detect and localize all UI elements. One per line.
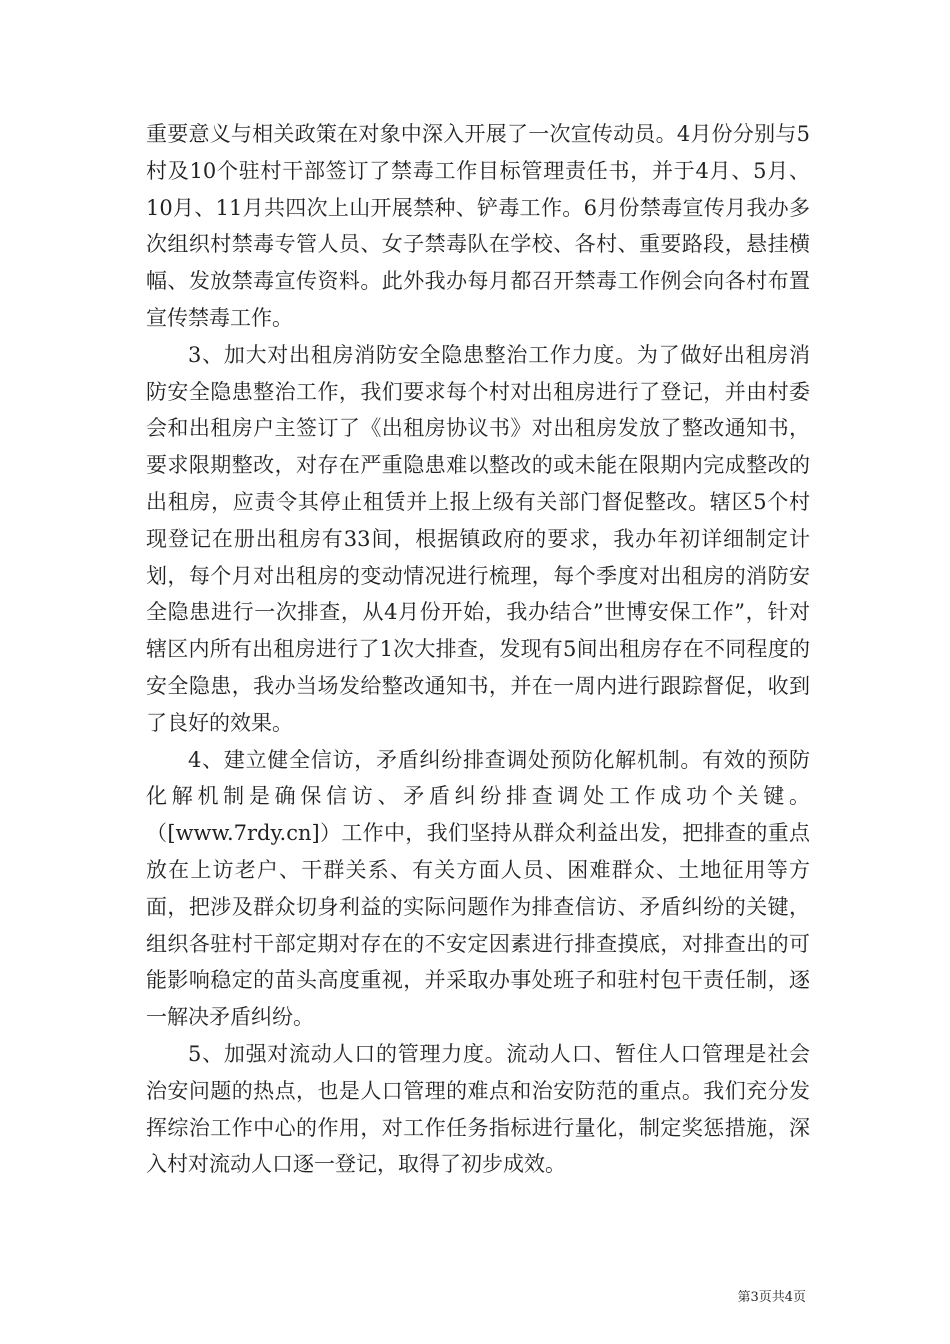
page-number: 第3页共4页 xyxy=(737,1290,806,1305)
paragraph-petition-mechanism: 4、建立健全信访，矛盾纠纷排查调处预防化解机制。有效的预防化解机制是确保信访、矛盾纠纷排查调处工作成功个关键。（[www.7rdy.cn]）工作中，我们坚持从群众利益出发，把排查的重点放在上访老户、干群关系、有关方面人员、困难群众、土地征用等方面，把涉及群众切身利益的实际问题作为排查信访、矛盾纠纷的关键，组织各驻村干部定期对存在的不安定因素进行排查摸底，对排查出的可能影响稳定的苗头高度重视，并采取办事处班子和驻村包干责任制，逐一解决矛盾纠纷。 xyxy=(146,747,810,1030)
document-body xyxy=(146,116,810,1183)
paragraph-continuation: 重要意义与相关政策在对象中深入开展了一次宣传动员。4月份分别与5村及10个驻村干部签订了禁毒工作目标管理责任书，并于4月、5月、10月、11月共四次上山开展禁种、铲毒工作。6月份禁毒宣传月我办多次组织村禁毒专管人员、女子禁毒队在学校、各村、重要路段，悬挂横幅、发放禁毒宣传资料。此外我办每月都召开禁毒工作例会向各村布置宣传禁毒工作。 xyxy=(146,122,810,330)
paragraph-floating-population: 5、加强对流动人口的管理力度。流动人口、暂住人口管理是社会治安问题的热点，也是人口管理的难点和治安防范的重点。我们充分发挥综治工作中心的作用，对工作任务指标进行量化，制定奖惩措施，深入村对流动人口逐一登记，取得了初步成效。 xyxy=(146,1041,810,1177)
paragraph-rental-housing-safety: 3、加大对出租房消防安全隐患整治工作力度。为了做好出租房消防安全隐患整治工作，我们要求每个村对出租房进行了登记，并由村委会和出租房户主签订了《出租房协议书》对出租房发放了整改通知书，要求限期整改，对存在严重隐患难以整改的或未能在限期内完成整改的出租房，应责令其停止租赁并上报上级有关部门督促整改。辖区5个村现登记在册出租房有33间，根据镇政府的要求，我办年初详细制定计划，每个月对出租房的变动情况进行梳理，每个季度对出租房的消防安全隐患进行一次排查，从4月份开始，我办结合”世博安保工作”，针对辖区内所有出租房进行了1次大排查，发现有5间出租房存在不同程度的安全隐患，我办当场发给整改通知书，并在一周内进行跟踪督促，收到了良好的效果。 xyxy=(146,342,810,735)
